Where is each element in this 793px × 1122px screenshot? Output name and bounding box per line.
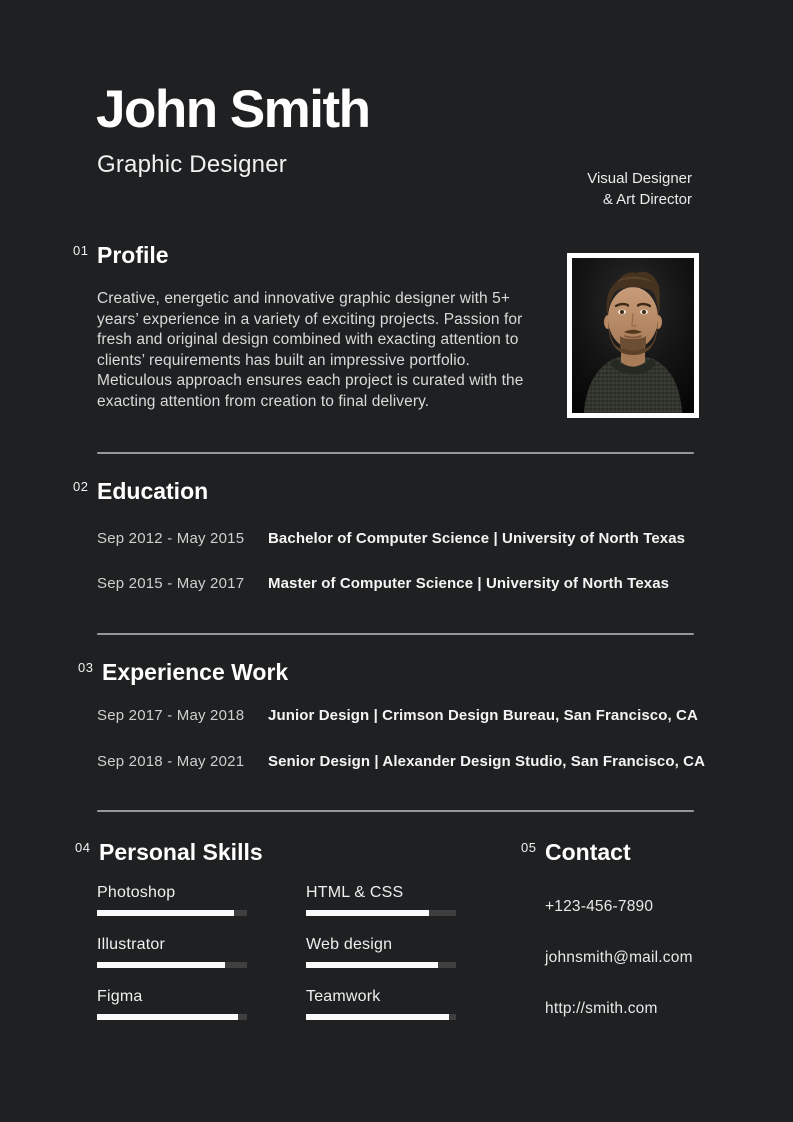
skill-bar (97, 910, 247, 916)
tagline-line-1: Visual Designer (587, 170, 692, 187)
skill-label: Photoshop (97, 884, 176, 901)
skill-bar (97, 1014, 247, 1020)
skill-bar-fill (306, 1014, 449, 1020)
skills-section-heading (75, 841, 263, 864)
divider (97, 633, 694, 635)
divider (97, 452, 694, 454)
job-title: Graphic Designer (97, 151, 287, 178)
portrait-photo (567, 253, 699, 418)
education-dates: Sep 2012 - May 2015 (97, 530, 245, 547)
profile-text: Creative, energetic and innovative graphic designer with 5+ years’ experience in a variety of exciting projects. Passion for fresh and original design combined with exacting attention to clients’ requirements has built an impressive portfolio. Meticulous approach ensures each project is curated with the exacting attention from creation to final delivery. (97, 290, 524, 410)
profile-section-title: Profile (97, 242, 169, 268)
skill-bar-fill (97, 962, 225, 968)
skill-bar-fill (306, 910, 429, 916)
skill-label: Figma (97, 988, 143, 1005)
contact-section-title: Contact (545, 839, 631, 865)
experience-row (0, 753, 793, 773)
tagline (587, 168, 692, 210)
person-name: John Smith (96, 80, 370, 139)
tagline-line-2: & Art Director (602, 191, 692, 208)
experience-section-title: Experience Work (102, 659, 289, 685)
experience-dates: Sep 2018 - May 2021 (97, 753, 245, 770)
skills-section-title: Personal Skills (99, 839, 263, 865)
education-section-heading (73, 480, 208, 503)
divider (97, 810, 694, 812)
education-row (0, 530, 793, 550)
education-dates: Sep 2015 - May 2017 (97, 575, 245, 592)
contact-phone: +123-456-7890 (545, 898, 654, 915)
experience-section-heading (78, 661, 288, 684)
experience-dates: Sep 2017 - May 2018 (97, 707, 245, 724)
skill-label: Web design (306, 936, 393, 953)
skill-bar (306, 910, 456, 916)
education-description: Master of Computer Science | University of North Texas (268, 575, 670, 592)
skill-label: Teamwork (306, 988, 381, 1005)
experience-section-number: 03 (78, 660, 94, 675)
experience-row (0, 707, 793, 727)
contact-section-number: 05 (521, 840, 537, 855)
education-section-number: 02 (73, 479, 89, 494)
education-row (0, 575, 793, 595)
skill-bar-fill (306, 962, 438, 968)
skill-bar (306, 1014, 456, 1020)
skill-bar-fill (97, 1014, 238, 1020)
skills-section-number: 04 (75, 840, 91, 855)
skill-bar (97, 962, 247, 968)
experience-description: Senior Design | Alexander Design Studio, San Francisco, CA (268, 753, 706, 770)
skill-bar-fill (97, 910, 234, 916)
profile-section-heading (73, 244, 169, 267)
contact-section-heading (521, 841, 631, 864)
portrait-photo-illustration (572, 258, 694, 413)
experience-description: Junior Design | Crimson Design Bureau, San Francisco, CA (268, 707, 698, 724)
skill-bar (306, 962, 456, 968)
education-description: Bachelor of Computer Science | University of North Texas (268, 530, 686, 547)
contact-website: http://smith.com (545, 1000, 658, 1017)
education-section-title: Education (97, 478, 209, 504)
skill-label: Illustrator (97, 936, 165, 953)
skill-label: HTML & CSS (306, 884, 404, 901)
profile-section-number: 01 (73, 243, 89, 258)
contact-email: johnsmith@mail.com (545, 949, 693, 966)
